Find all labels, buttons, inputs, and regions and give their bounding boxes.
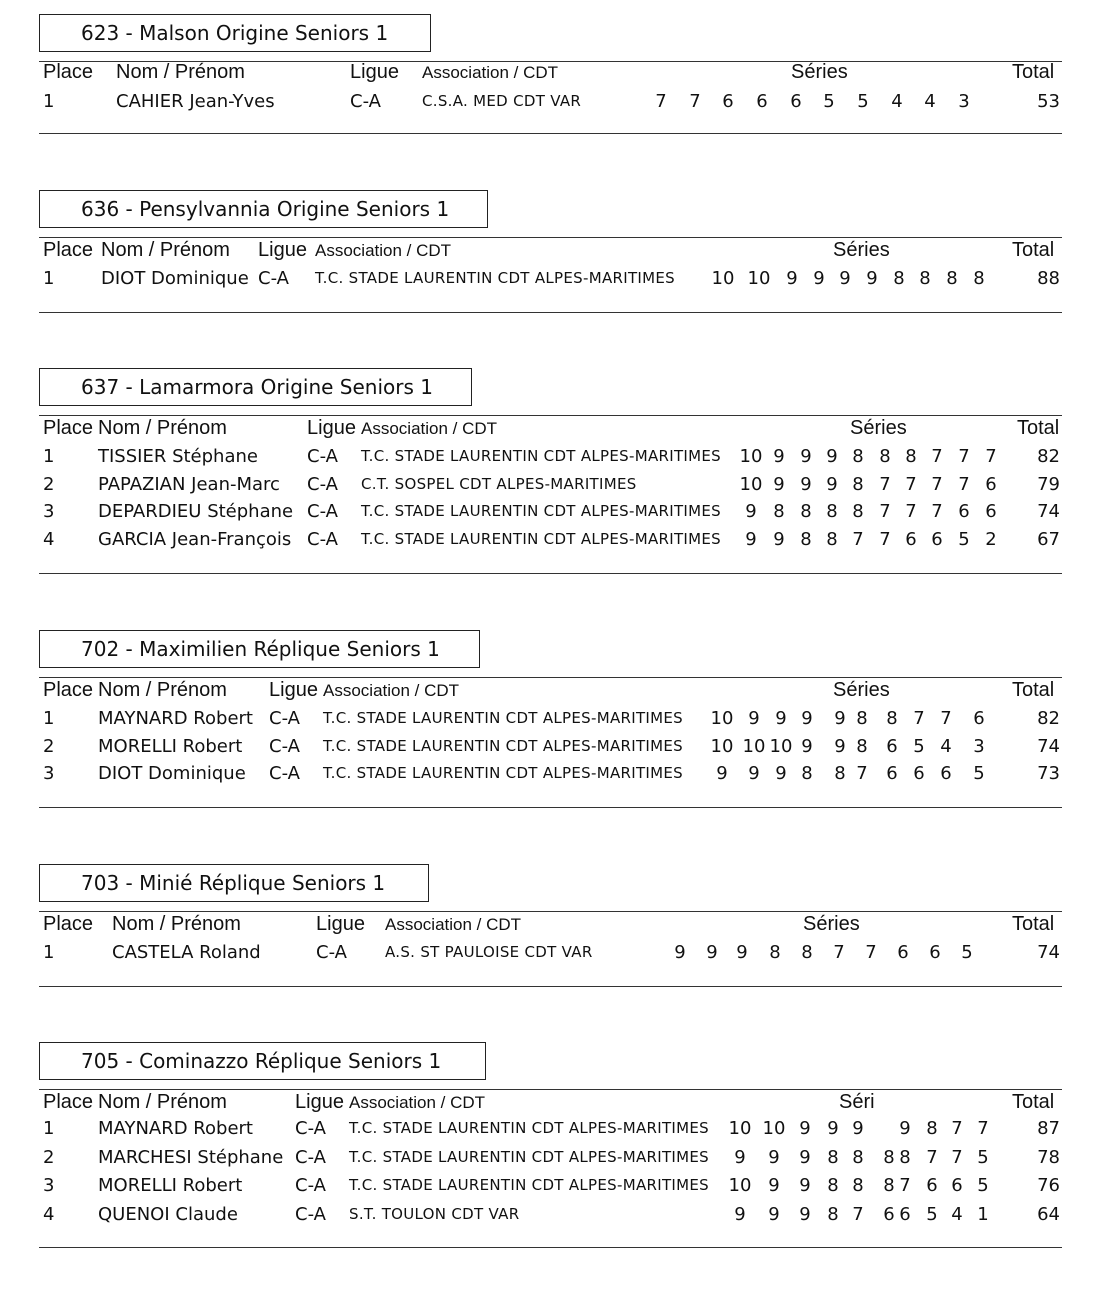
row-place: 3: [43, 1175, 55, 1196]
bottom-rule: [39, 807, 1062, 808]
row-total: 64: [1037, 1203, 1060, 1225]
row-place: 1: [43, 91, 55, 112]
series-score: 9: [800, 473, 812, 495]
row-total: 76: [1037, 1175, 1060, 1196]
row-total: 87: [1037, 1118, 1060, 1139]
row-name: DIOT Dominique: [101, 268, 249, 289]
series-score: 8: [893, 268, 905, 289]
section-title: 623 - Malson Origine Seniors 1: [39, 14, 431, 52]
series-score: 10: [742, 735, 766, 757]
series-score: 7: [879, 501, 891, 523]
row-total: 53: [1037, 91, 1060, 112]
series-score: 8: [919, 268, 931, 289]
row-association: T.C. STADE LAURENTIN CDT ALPES-MARITIMES: [323, 764, 683, 783]
header-nom: Nom / Prénom: [98, 679, 227, 701]
series-score: 5: [973, 763, 985, 785]
series-score: 7: [879, 473, 891, 495]
series-score: 9: [768, 1175, 780, 1196]
row-association: S.T. TOULON CDT VAR: [349, 1204, 520, 1223]
header-series: Séries: [833, 239, 890, 261]
header-rule: [39, 1089, 1062, 1090]
series-score: 9: [852, 1118, 864, 1139]
header-ligue: Ligue: [269, 679, 318, 701]
series-score: 10: [728, 1118, 752, 1139]
series-score: 7: [958, 446, 970, 467]
series-score: 8: [827, 1175, 839, 1196]
row-place: 1: [43, 942, 55, 963]
series-score: 6: [886, 763, 898, 785]
header-ligue: Ligue: [316, 913, 365, 935]
row-ligue: C-A: [269, 708, 300, 729]
series-score: 6: [899, 1203, 911, 1225]
series-score: 8: [852, 446, 864, 467]
series-score: 9: [773, 446, 785, 467]
row-name: CASTELA Roland: [112, 942, 261, 963]
series-score: 3: [973, 735, 985, 757]
series-score: 7: [905, 473, 917, 495]
series-score: 8: [973, 268, 985, 289]
row-total: 82: [1037, 708, 1060, 729]
header-association: Association / CDT: [349, 1093, 486, 1112]
series-score: 8: [826, 501, 838, 523]
series-score: 10: [711, 268, 735, 289]
header-association: Association / CDT: [385, 915, 522, 934]
series-score: 10: [762, 1118, 786, 1139]
series-score: 9: [801, 735, 813, 757]
header-association: Association / CDT: [361, 419, 498, 438]
series-score: 7: [926, 1146, 938, 1168]
row-total: 79: [1037, 473, 1060, 495]
series-score: 9: [899, 1118, 911, 1139]
header-place: Place: [43, 1091, 94, 1113]
series-score: 5: [823, 91, 835, 112]
series-score: 9: [706, 942, 718, 963]
competition-section: [39, 630, 1062, 817]
competition-section: [39, 190, 1062, 322]
bottom-rule: [39, 312, 1062, 313]
series-score: 7: [958, 473, 970, 495]
series-score: 9: [786, 268, 798, 289]
series-score: 8: [899, 1146, 911, 1168]
series-score: 7: [833, 942, 845, 963]
row-ligue: C-A: [307, 529, 338, 551]
series-score: 7: [940, 708, 952, 729]
row-association: T.C. STADE LAURENTIN CDT ALPES-MARITIMES: [349, 1147, 709, 1166]
row-association: T.C. STADE LAURENTIN CDT ALPES-MARITIMES: [349, 1176, 709, 1194]
series-score: 10: [747, 268, 771, 289]
row-place: 1: [43, 268, 55, 289]
row-name: PAPAZIAN Jean-Marc: [98, 473, 280, 495]
bottom-rule: [39, 573, 1062, 574]
series-score: 6: [940, 763, 952, 785]
series-score: 7: [905, 501, 917, 523]
series-score: 8: [905, 446, 917, 467]
series-score: 9: [773, 529, 785, 551]
row-ligue: C-A: [307, 473, 338, 495]
series-score: 9: [768, 1146, 780, 1168]
series-score: 6: [790, 91, 802, 112]
header-series: Séries: [791, 61, 848, 83]
header-total: Total: [1012, 679, 1055, 701]
header-series: Séries: [803, 913, 860, 935]
series-score: 9: [745, 529, 757, 551]
series-score: 4: [891, 91, 903, 112]
header-nom: Nom / Prénom: [112, 913, 241, 935]
series-score: 9: [734, 1203, 746, 1225]
row-name: MORELLI Robert: [98, 1175, 243, 1196]
row-ligue: C-A: [295, 1146, 326, 1168]
row-name: CAHIER Jean-Yves: [116, 91, 275, 112]
competition-section: [39, 368, 1062, 583]
series-score: 7: [985, 446, 997, 467]
series-score: 6: [913, 763, 925, 785]
series-score: 7: [931, 473, 943, 495]
header-rule: [39, 911, 1062, 912]
row-place: 4: [43, 529, 55, 551]
series-score: 10: [739, 446, 763, 467]
series-score: 9: [866, 268, 878, 289]
row-name: TISSIER Stéphane: [98, 446, 258, 467]
section-title: 705 - Cominazzo Réplique Seniors 1: [39, 1042, 486, 1080]
series-score: 9: [839, 268, 851, 289]
header-ligue: Ligue: [258, 239, 307, 261]
series-score: 9: [748, 708, 760, 729]
series-score: 7: [852, 529, 864, 551]
row-place: 3: [43, 501, 55, 523]
series-score: 2: [985, 529, 997, 551]
header-rule: [39, 677, 1062, 678]
row-place: 1: [43, 446, 55, 467]
row-total: 74: [1037, 501, 1060, 523]
competition-section: [39, 1042, 1062, 1257]
series-score: 7: [899, 1175, 911, 1196]
header-ligue: Ligue: [295, 1091, 344, 1113]
row-place: 2: [43, 1146, 55, 1168]
series-score: 6: [722, 91, 734, 112]
series-score: 8: [827, 1203, 839, 1225]
series-score: 7: [913, 708, 925, 729]
series-score: 7: [856, 763, 868, 785]
series-score: 9: [775, 708, 787, 729]
row-total: 67: [1037, 529, 1060, 551]
series-score: 9: [826, 446, 838, 467]
row-place: 1: [43, 1118, 55, 1139]
row-association: T.C. STADE LAURENTIN CDT ALPES-MARITIMES: [361, 447, 721, 465]
header-total: Total: [1012, 61, 1055, 83]
series-score: 7: [951, 1118, 963, 1139]
series-score: 10: [710, 708, 734, 729]
series-score: 9: [775, 763, 787, 785]
series-score: 8: [856, 708, 868, 729]
series-score: 6: [985, 473, 997, 495]
row-total: 78: [1037, 1146, 1060, 1168]
series-score: 6: [883, 1203, 895, 1225]
header-nom: Nom / Prénom: [101, 239, 230, 261]
header-series: Séri: [839, 1091, 875, 1113]
series-score: 9: [813, 268, 825, 289]
row-place: 2: [43, 473, 55, 495]
series-score: 7: [977, 1118, 989, 1139]
series-score: 4: [951, 1203, 963, 1225]
series-score: 10: [728, 1175, 752, 1196]
series-score: 9: [768, 1203, 780, 1225]
header-total: Total: [1017, 417, 1060, 439]
header-rule: [39, 237, 1062, 238]
row-total: 74: [1037, 735, 1060, 757]
row-ligue: C-A: [307, 501, 338, 523]
series-score: 9: [799, 1203, 811, 1225]
series-score: 9: [748, 763, 760, 785]
series-score: 4: [940, 735, 952, 757]
series-score: 7: [879, 529, 891, 551]
series-score: 6: [897, 942, 909, 963]
series-score: 6: [951, 1175, 963, 1196]
series-score: 8: [852, 1146, 864, 1168]
header-ligue: Ligue: [307, 417, 356, 439]
header-nom: Nom / Prénom: [98, 1091, 227, 1113]
series-score: 7: [951, 1146, 963, 1168]
series-score: 8: [801, 942, 813, 963]
series-score: 8: [883, 1146, 895, 1168]
series-score: 5: [961, 942, 973, 963]
row-name: DEPARDIEU Stéphane: [98, 501, 294, 523]
header-total: Total: [1012, 239, 1055, 261]
series-score: 6: [958, 501, 970, 523]
series-score: 8: [826, 529, 838, 551]
header-association: Association / CDT: [323, 681, 460, 700]
series-score: 8: [856, 735, 868, 757]
series-score: 8: [879, 446, 891, 467]
series-score: 8: [852, 473, 864, 495]
series-score: 5: [857, 91, 869, 112]
row-place: 3: [43, 763, 55, 785]
series-score: 8: [834, 763, 846, 785]
row-association: C.T. SOSPEL CDT ALPES-MARITIMES: [361, 474, 637, 493]
series-score: 8: [852, 501, 864, 523]
header-rule: [39, 415, 1062, 416]
series-score: 6: [985, 501, 997, 523]
series-score: 6: [929, 942, 941, 963]
row-name: QUENOI Claude: [98, 1203, 238, 1225]
series-score: 9: [834, 735, 846, 757]
competition-section: [39, 864, 1062, 996]
section-title: 703 - Minié Réplique Seniors 1: [39, 864, 429, 902]
series-score: 9: [773, 473, 785, 495]
row-total: 74: [1037, 942, 1060, 963]
row-association: T.C. STADE LAURENTIN CDT ALPES-MARITIMES: [361, 530, 721, 549]
header-ligue: Ligue: [350, 61, 399, 83]
series-score: 5: [977, 1175, 989, 1196]
header-nom: Nom / Prénom: [98, 417, 227, 439]
section-title: 702 - Maximilien Réplique Seniors 1: [39, 630, 480, 668]
series-score: 8: [852, 1175, 864, 1196]
bottom-rule: [39, 1247, 1062, 1248]
row-association: T.C. STADE LAURENTIN CDT ALPES-MARITIMES: [323, 709, 683, 727]
row-total: 88: [1037, 268, 1060, 289]
row-ligue: C-A: [316, 942, 347, 963]
row-total: 82: [1037, 446, 1060, 467]
series-score: 8: [800, 529, 812, 551]
header-place: Place: [43, 913, 94, 935]
series-score: 8: [886, 708, 898, 729]
series-score: 8: [773, 501, 785, 523]
series-score: 5: [913, 735, 925, 757]
series-score: 10: [739, 473, 763, 495]
series-score: 6: [886, 735, 898, 757]
row-place: 1: [43, 708, 55, 729]
series-score: 9: [834, 708, 846, 729]
series-score: 5: [977, 1146, 989, 1168]
series-score: 7: [852, 1203, 864, 1225]
row-association: T.C. STADE LAURENTIN CDT ALPES-MARITIMES: [361, 502, 721, 521]
series-score: 6: [926, 1175, 938, 1196]
series-score: 9: [799, 1118, 811, 1139]
series-score: 6: [931, 529, 943, 551]
series-score: 9: [801, 708, 813, 729]
header-total: Total: [1012, 1091, 1055, 1113]
header-association: Association / CDT: [315, 241, 452, 260]
row-name: MARCHESI Stéphane: [98, 1146, 284, 1168]
row-name: MAYNARD Robert: [98, 708, 253, 729]
series-score: 7: [931, 446, 943, 467]
row-association: A.S. ST PAULOISE CDT VAR: [385, 943, 593, 961]
row-association: C.S.A. MED CDT VAR: [422, 92, 582, 110]
row-name: MORELLI Robert: [98, 735, 243, 757]
series-score: 6: [756, 91, 768, 112]
row-ligue: C-A: [258, 268, 289, 289]
series-score: 8: [946, 268, 958, 289]
series-score: 6: [905, 529, 917, 551]
row-ligue: C-A: [350, 91, 381, 112]
series-score: 9: [799, 1146, 811, 1168]
series-score: 7: [865, 942, 877, 963]
bottom-rule: [39, 986, 1062, 987]
row-association: T.C. STADE LAURENTIN CDT ALPES-MARITIMES: [323, 736, 683, 755]
series-score: 6: [973, 708, 985, 729]
series-score: 9: [716, 763, 728, 785]
row-name: DIOT Dominique: [98, 763, 246, 785]
section-title: 636 - Pensylvannia Origine Seniors 1: [39, 190, 488, 228]
series-score: 5: [926, 1203, 938, 1225]
series-score: 9: [674, 942, 686, 963]
header-place: Place: [43, 679, 94, 701]
series-score: 8: [769, 942, 781, 963]
row-ligue: C-A: [295, 1118, 326, 1139]
series-score: 7: [931, 501, 943, 523]
row-ligue: C-A: [307, 446, 338, 467]
bottom-rule: [39, 133, 1062, 134]
series-score: 9: [736, 942, 748, 963]
header-place: Place: [43, 61, 94, 83]
row-ligue: C-A: [269, 735, 300, 757]
section-title: 637 - Lamarmora Origine Seniors 1: [39, 368, 472, 406]
series-score: 4: [924, 91, 936, 112]
series-score: 9: [745, 501, 757, 523]
competition-section: [39, 14, 1062, 143]
header-total: Total: [1012, 913, 1055, 935]
header-series: Séries: [833, 679, 890, 701]
series-score: 8: [801, 763, 813, 785]
series-score: 1: [977, 1203, 989, 1225]
series-score: 8: [800, 501, 812, 523]
row-ligue: C-A: [295, 1175, 326, 1196]
series-score: 9: [826, 473, 838, 495]
row-association: T.C. STADE LAURENTIN CDT ALPES-MARITIMES: [315, 269, 675, 287]
header-nom: Nom / Prénom: [116, 61, 245, 83]
header-place: Place: [43, 417, 94, 439]
series-score: 9: [800, 446, 812, 467]
series-score: 5: [958, 529, 970, 551]
row-place: 2: [43, 735, 55, 757]
series-score: 9: [734, 1146, 746, 1168]
series-score: 10: [710, 735, 734, 757]
series-score: 8: [926, 1118, 938, 1139]
header-association: Association / CDT: [422, 63, 559, 82]
row-place: 4: [43, 1203, 55, 1225]
row-ligue: C-A: [269, 763, 300, 785]
header-series: Séries: [850, 417, 907, 439]
series-score: 7: [689, 91, 701, 112]
series-score: 8: [827, 1146, 839, 1168]
series-score: 7: [655, 91, 667, 112]
series-score: 3: [958, 91, 970, 112]
series-score: 9: [827, 1118, 839, 1139]
row-total: 73: [1037, 763, 1060, 785]
series-score: 9: [799, 1175, 811, 1196]
row-name: MAYNARD Robert: [98, 1118, 253, 1139]
row-name: GARCIA Jean-François: [98, 529, 292, 551]
series-score: 10: [769, 735, 793, 757]
row-ligue: C-A: [295, 1203, 326, 1225]
series-score: 8: [883, 1175, 895, 1196]
row-association: T.C. STADE LAURENTIN CDT ALPES-MARITIMES: [349, 1119, 709, 1137]
header-place: Place: [43, 239, 94, 261]
